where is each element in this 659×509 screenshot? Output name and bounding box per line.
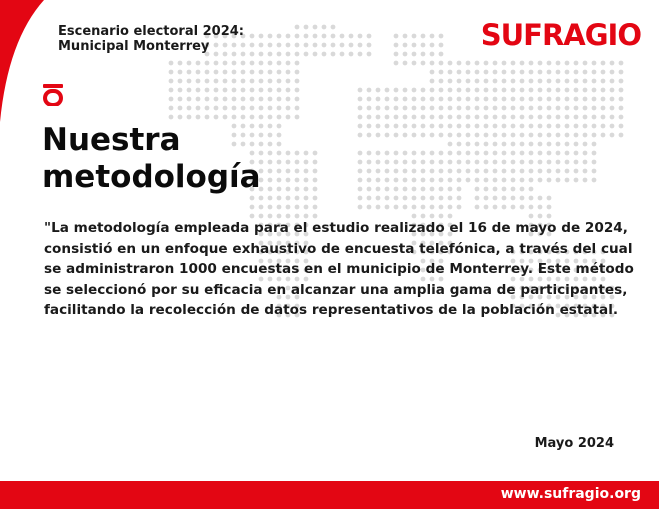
page-title [42,122,261,196]
report-header-line1: Escenario electoral 2024: [58,24,244,39]
website-link[interactable]: www.sufragio.org [500,486,641,502]
footer-bar [0,481,659,509]
page-title-line2: metodología [42,159,261,195]
report-header [58,24,244,54]
report-header-line2: Municipal Monterrey [58,39,210,54]
sufragio-logo: SUFRAGIO [480,18,641,52]
red-rounded-o-icon [42,84,66,106]
corner-arc-decoration [0,0,90,130]
page-title-line1: Nuestra [42,122,181,158]
methodology-paragraph: "La metodología empleada para el estudio realizado el 16 de mayo de 2024, consistió en un enfoque exhaustivo de encuesta telefónica, a través del cual se administraron 1000 encuestas en el municipio de Monterrey. Este método se seleccionó por su eficacia en alcanzar una amplia gama de participantes, facilitando la recolección de datos representativos de la población estatal. [44,220,634,318]
report-date: Mayo 2024 [534,436,614,451]
